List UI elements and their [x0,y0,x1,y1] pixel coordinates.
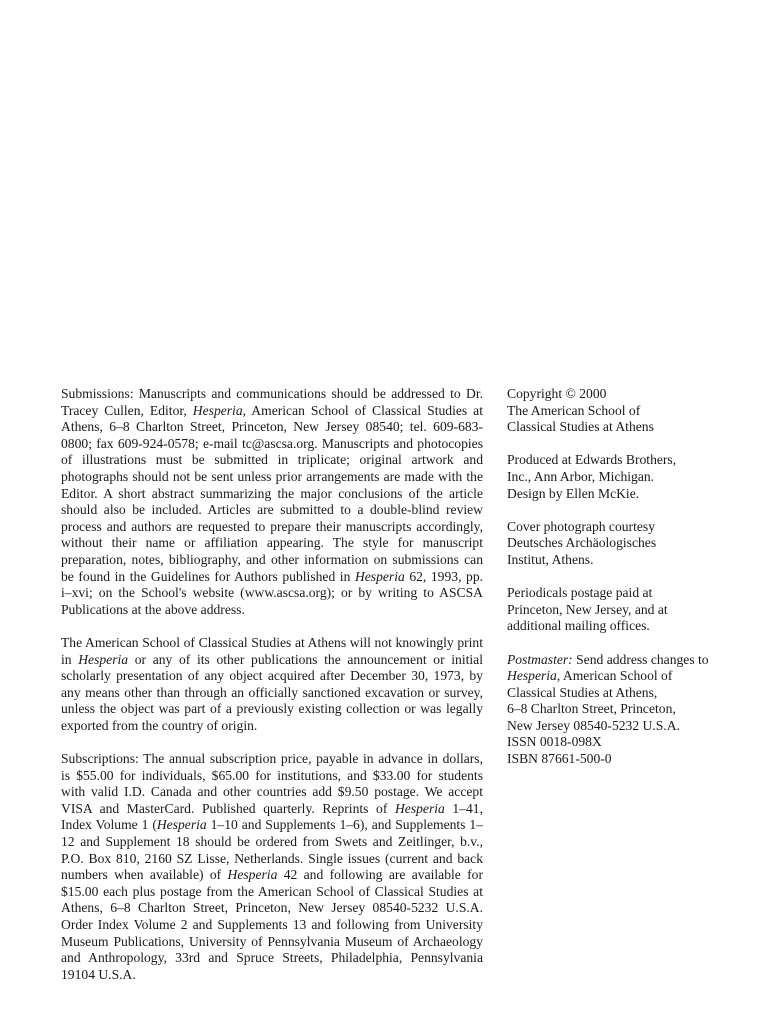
postmaster-block [507,652,707,768]
postmaster-text: , American School of [556,668,673,684]
production-line: Design by Ellen McKie. [507,485,640,501]
submissions-body: , American School of Classical Studies at Athens, 6–8 Charlton Street, Princeton, New Jersey 08540; tel. 609-683-0800; fax 609-924-0578; e-mail tc@ascsa.org. Manuscripts and photocopies of illustrations must be submitted in triplicate; original artwork and photographs should not be sent unless prior arrangements are made with the Editor. A short abstract summarizing the major conclusions of the article should also be included. Articles are submitted to a double-blind review process and authors are requested to prepare their manuscripts accordingly, without their name or affiliation appearing. The style for manuscript preparation, notes, bibliography, and other information on submissions can be found in the Guidelines for Authors published in [61,402,483,584]
sidebar-column [507,386,707,784]
postage-block [507,585,707,635]
journal-title: Hesperia [227,867,278,883]
postmaster-label: Postmaster: [507,651,573,667]
subscriptions-part-2: 1–41, Index Volume 1 ( [61,800,483,833]
postage-line: Princeton, New Jersey, and at [507,601,668,617]
issn-line: ISSN 0018-098X [507,734,602,750]
journal-title: Hesperia [156,817,207,833]
postmaster-line [507,652,707,669]
subscriptions-part-1: Subscriptions: The annual subscription price, payable in advance in dollars, is $55.00 for individuals, $65.00 for institutions, and $33.00 for students with valid I.D. Canada and other countries add $9.50 postage. We accept VISA and MasterCard. Published quarterly. Reprints of [61,751,483,816]
journal-title: Hesperia [354,568,405,584]
policy-paragraph [61,635,483,735]
journal-title: Hesperia [394,800,445,816]
journal-title: Hesperia [78,651,129,667]
submissions-intro: Submissions: Manuscripts and communications should be addressed to Dr. Tracey Cullen, Editor, [61,386,483,418]
cover-credit-block [507,519,707,569]
cover-credit-line: Institut, Athens. [507,551,594,567]
postmaster-line [507,668,707,685]
copyright-block [507,386,707,436]
copyright-line: Copyright © 2000 [507,386,607,401]
subscriptions-part-4: 42 and following are available for $15.00 each plus postage from the American School of Classical Studies at Athens, 6–8 Charlton Street, Princeton, New Jersey 08540-5232 U.S.A. Order Index Volume 2 and Supplements 13 and following from University Museum Publications, University of Pennsylvania Museum of Archaeology and Anthropology, 33rd and Spruce Streets, Philadelphia, Pennsylvania 19104 U.S.A. [61,867,483,982]
isbn-line: ISBN 87661-500-0 [507,751,612,767]
journal-title: Hesperia [192,402,243,418]
postmaster-line: Classical Studies at Athens, [507,684,658,700]
subscriptions-part-3: 1–10 and Supplements 1–6), and Supplements 1–12 and Supplement 18 should be ordered from Swets and Zeitlinger, b.v., P.O. Box 810, 2160 SZ Lisse, Netherlands. Single issues (current and back numbers when available) of [61,817,483,883]
production-block [507,452,707,502]
postmaster-line: New Jersey 08540-5232 U.S.A. [507,717,680,733]
main-text-column [61,386,483,1000]
postmaster-text: Send address changes to [572,651,709,667]
copyright-line: The American School of [507,402,641,418]
policy-intro: The American School of Classical Studies at Athens will not knowingly print in [61,634,483,667]
submissions-end: 62, 1993, pp. i–xvi; on the School's website (www.ascsa.org); or by writing to ASCSA Publications at the above address. [61,568,484,617]
policy-body: or any of its other publications the announcement or initial scholarly presentation of any object acquired after December 30, 1973, by any means other than through an officially sanctioned excavation or survey, unless the object was part of a previously existing collection or was legally exported from the country of origin. [61,651,483,733]
cover-credit-line: Cover photograph courtesy [507,518,655,534]
postage-line: Periodicals postage paid at [507,585,653,601]
postmaster-line: 6–8 Charlton Street, Princeton, [507,701,676,717]
journal-title: Hesperia [507,668,557,684]
production-line: Produced at Edwards Brothers, [507,452,677,468]
copyright-line: Classical Studies at Athens [507,419,654,435]
submissions-paragraph [61,386,483,618]
production-line: Inc., Ann Arbor, Michigan. [507,468,655,484]
postage-line: additional mailing offices. [507,618,650,634]
cover-credit-line: Deutsches Archäologisches [507,535,657,551]
subscriptions-paragraph [61,751,483,983]
